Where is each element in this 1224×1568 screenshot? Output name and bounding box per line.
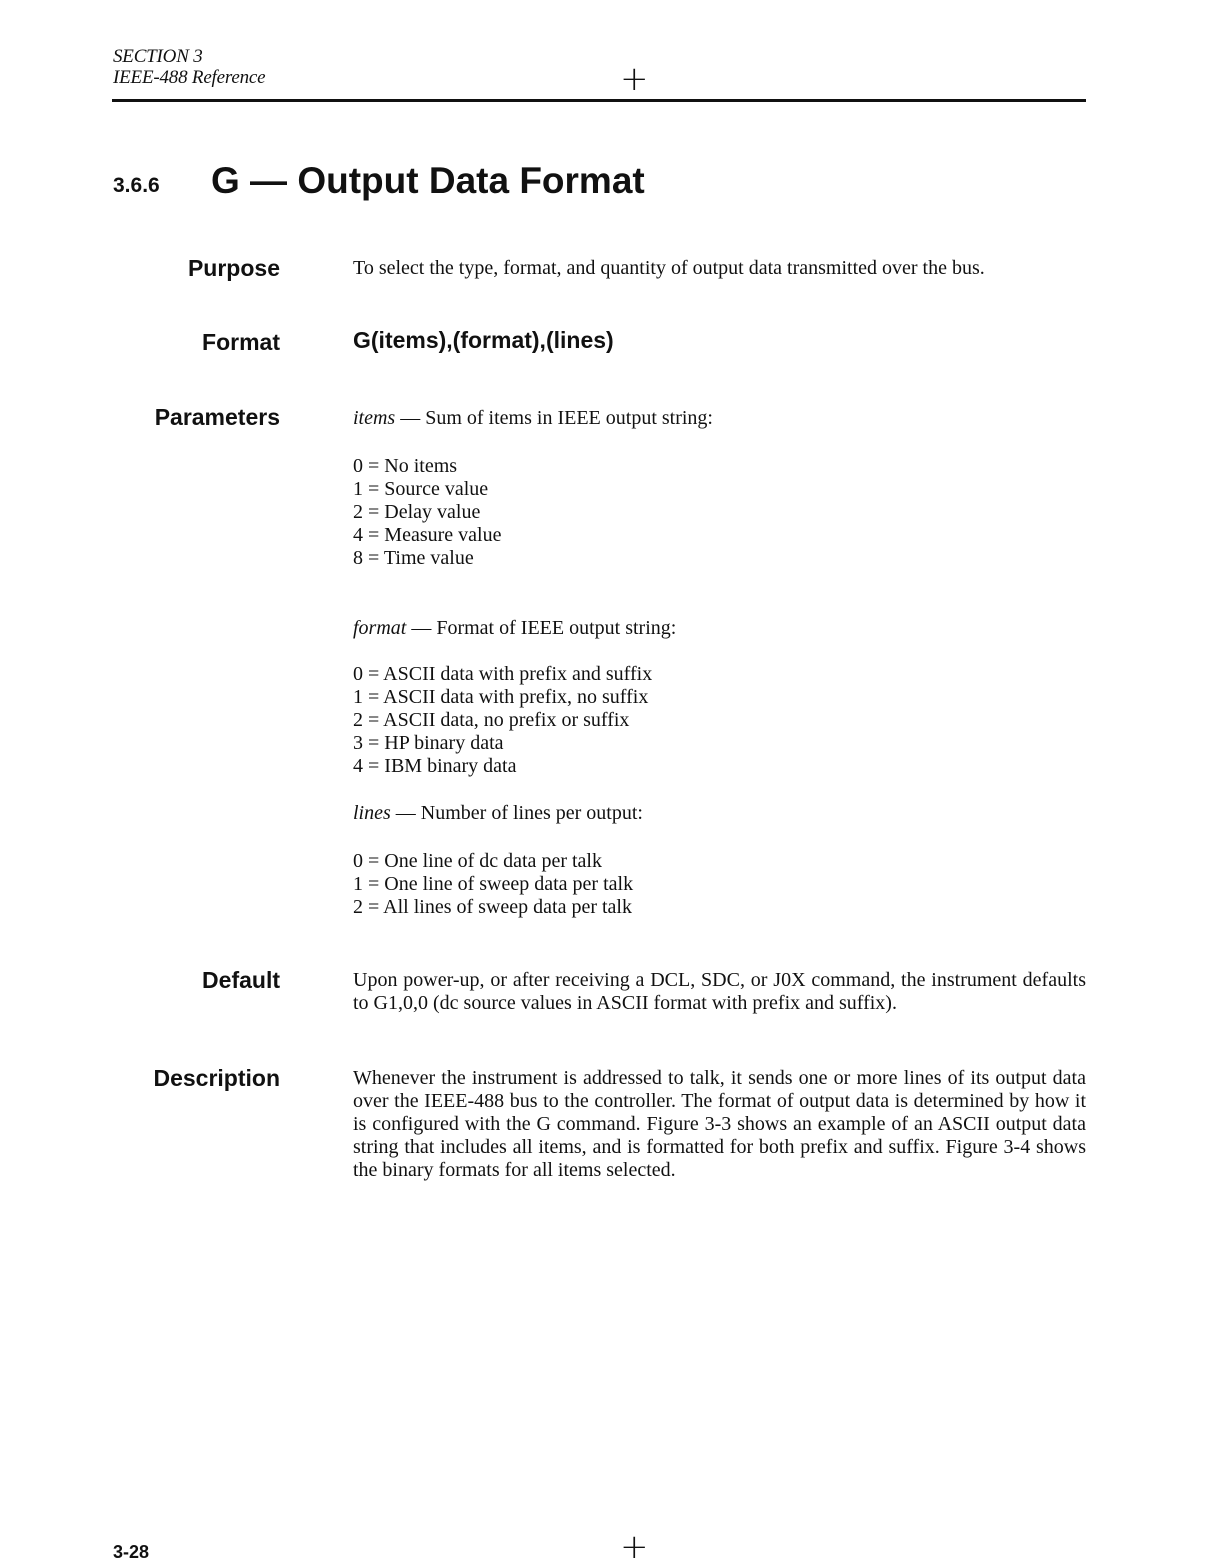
param-items-heading <box>353 407 713 430</box>
param-lines-name: lines <box>353 802 391 824</box>
list-item: 2 = All lines of sweep data per talk <box>353 896 632 918</box>
param-lines-desc: — Number of lines per output: <box>390 802 643 824</box>
header-section-number: SECTION 3 <box>113 46 203 67</box>
description-label: Description <box>153 1065 280 1091</box>
list-item: 1 = ASCII data with prefix, no suffix <box>353 686 649 708</box>
list-item: 1 = Source value <box>353 478 489 500</box>
list-item: 0 = One line of dc data per talk <box>353 850 602 872</box>
param-format-desc: — Format of IEEE output string: <box>406 617 677 639</box>
list-item: 3 = HP binary data <box>353 732 504 754</box>
format-label: Format <box>202 329 280 355</box>
purpose-text: To select the type, format, and quantity of output data transmitted over the bus. <box>353 257 985 279</box>
param-format-name: format <box>353 617 407 639</box>
running-header <box>113 46 265 88</box>
param-lines-heading <box>353 802 643 825</box>
registration-mark-icon: + <box>620 59 649 99</box>
list-item: 2 = Delay value <box>353 501 481 523</box>
param-items-options <box>353 455 501 570</box>
param-items-desc: — Sum of items in IEEE output string: <box>395 407 713 429</box>
list-item: 0 = No items <box>353 455 458 477</box>
list-item: 8 = Time value <box>353 547 474 569</box>
description-text: Whenever the instrument is addressed to talk, it sends one or more lines of its output data over the IEEE-488 bus to the controller. The format of output data is determined by how it is configured with the G command. Figure 3-3 shows an example of an ASCII output data string that includes all items, and is formatted for both prefix and suffix. Figure 3-4 shows the binary formats for all items selected. <box>353 1067 1086 1181</box>
list-item: 2 = ASCII data, no prefix or suffix <box>353 709 630 731</box>
registration-mark-icon: + <box>620 1527 649 1567</box>
param-format-heading <box>353 617 676 640</box>
default-label: Default <box>202 967 280 993</box>
param-items-name: items <box>353 407 396 429</box>
header-section-title: IEEE-488 Reference <box>113 67 266 88</box>
list-item: 0 = ASCII data with prefix and suffix <box>353 663 653 685</box>
param-format-options <box>353 663 652 778</box>
page-title: G — Output Data Format <box>211 160 645 201</box>
section-number: 3.6.6 <box>113 174 160 197</box>
list-item: 1 = One line of sweep data per talk <box>353 873 634 895</box>
param-lines-options <box>353 850 633 919</box>
page-number: 3-28 <box>113 1542 150 1562</box>
purpose-label: Purpose <box>187 255 280 281</box>
default-text: Upon power-up, or after receiving a DCL, SDC, or J0X command, the instrument defaults to G1,0,0 (dc source values in ASCII format with prefix and suffix). <box>353 969 1086 1014</box>
header-rule <box>112 99 1086 102</box>
list-item: 4 = Measure value <box>353 524 502 546</box>
list-item: 4 = IBM binary data <box>353 755 517 777</box>
format-syntax: G(items),(format),(lines) <box>353 327 614 353</box>
parameters-label: Parameters <box>154 404 280 430</box>
